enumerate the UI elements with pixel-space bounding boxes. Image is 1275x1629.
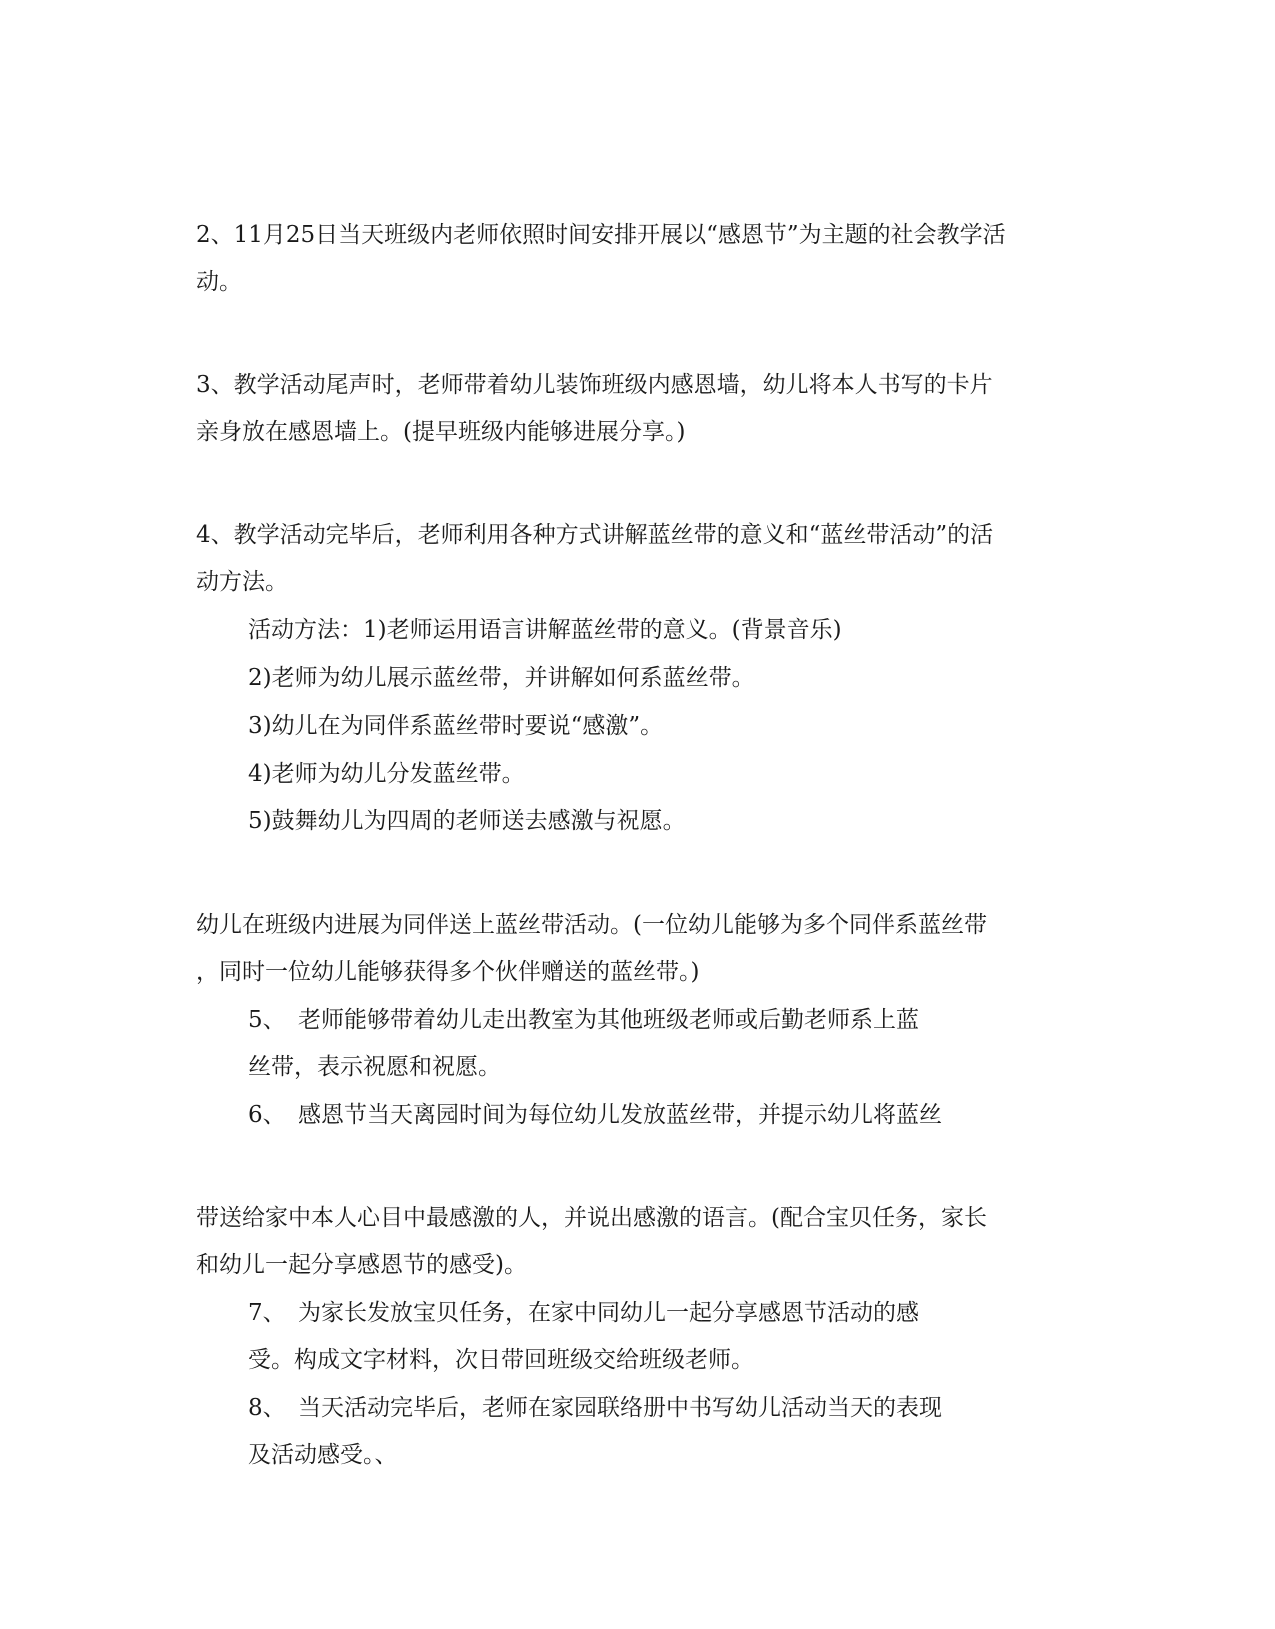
- list-item-7-continuation: 受。构成文字材料，次日带回班级交给班级老师。: [248, 1347, 754, 1373]
- list-item-8: [248, 1393, 942, 1423]
- method-item: 2)老师为幼儿展示蓝丝带，并讲解如何系蓝丝带。: [248, 665, 755, 691]
- method-item: 5)鼓舞幼儿为四周的老师送去感激与祝愿。: [248, 808, 686, 834]
- paragraph-3-line-1: 3、教学活动尾声时，老师带着幼儿装饰班级内感恩墙，幼儿将本人书写的卡片: [196, 372, 993, 398]
- paragraph-2-line-1: 2、11月25日当天班级内老师依照时间安排开展以“感恩节”为主题的社会教学活: [196, 222, 1006, 248]
- list-item-7: [248, 1298, 919, 1328]
- paragraph-3-line-2: 亲身放在感恩墙上。(提早班级内能够进展分享。): [196, 419, 686, 445]
- method-item: 4)老师为幼儿分发蓝丝带。: [248, 761, 525, 787]
- paragraph-exchange-line-2: ，同时一位幼儿能够获得多个伙伴赠送的蓝丝带。): [196, 959, 700, 985]
- list-number: 8、: [248, 1395, 286, 1421]
- list-item-5: [248, 1005, 919, 1035]
- method-item: 活动方法：1)老师运用语言讲解蓝丝带的意义。(背景音乐): [248, 617, 842, 643]
- method-item: 3)幼儿在为同伴系蓝丝带时要说“感激”。: [248, 713, 664, 739]
- list-text: 老师能够带着幼儿走出教室为其他班级老师或后勤老师系上蓝: [298, 1007, 919, 1033]
- paragraph-4-line-1: 4、教学活动完毕后，老师利用各种方式讲解蓝丝带的意义和“蓝丝带活动”的活: [196, 522, 994, 548]
- paragraph-home-line-2: 和幼儿一起分享感恩节的感受)。: [196, 1252, 527, 1278]
- paragraph-home-line-1: 带送给家中本人心目中最感激的人，并说出感激的语言。(配合宝贝任务，家长: [196, 1205, 987, 1231]
- paragraph-4-line-2: 动方法。: [196, 569, 288, 595]
- list-text: 当天活动完毕后，老师在家园联络册中书写幼儿活动当天的表现: [298, 1395, 942, 1421]
- paragraph-2-line-2: 动。: [196, 269, 242, 295]
- list-number: 5、: [248, 1007, 286, 1033]
- list-item-6: [248, 1100, 942, 1130]
- list-item-8-continuation: 及活动感受。、: [248, 1442, 398, 1468]
- list-item-5-continuation: 丝带，表示祝愿和祝愿。: [248, 1054, 501, 1080]
- list-text: 为家长发放宝贝任务，在家中同幼儿一起分享感恩节活动的感: [298, 1300, 919, 1326]
- list-number: 6、: [248, 1102, 286, 1128]
- paragraph-exchange-line-1: 幼儿在班级内进展为同伴送上蓝丝带活动。(一位幼儿能够为多个同伴系蓝丝带: [196, 912, 987, 938]
- list-number: 7、: [248, 1300, 286, 1326]
- list-text: 感恩节当天离园时间为每位幼儿发放蓝丝带，并提示幼儿将蓝丝: [298, 1102, 942, 1128]
